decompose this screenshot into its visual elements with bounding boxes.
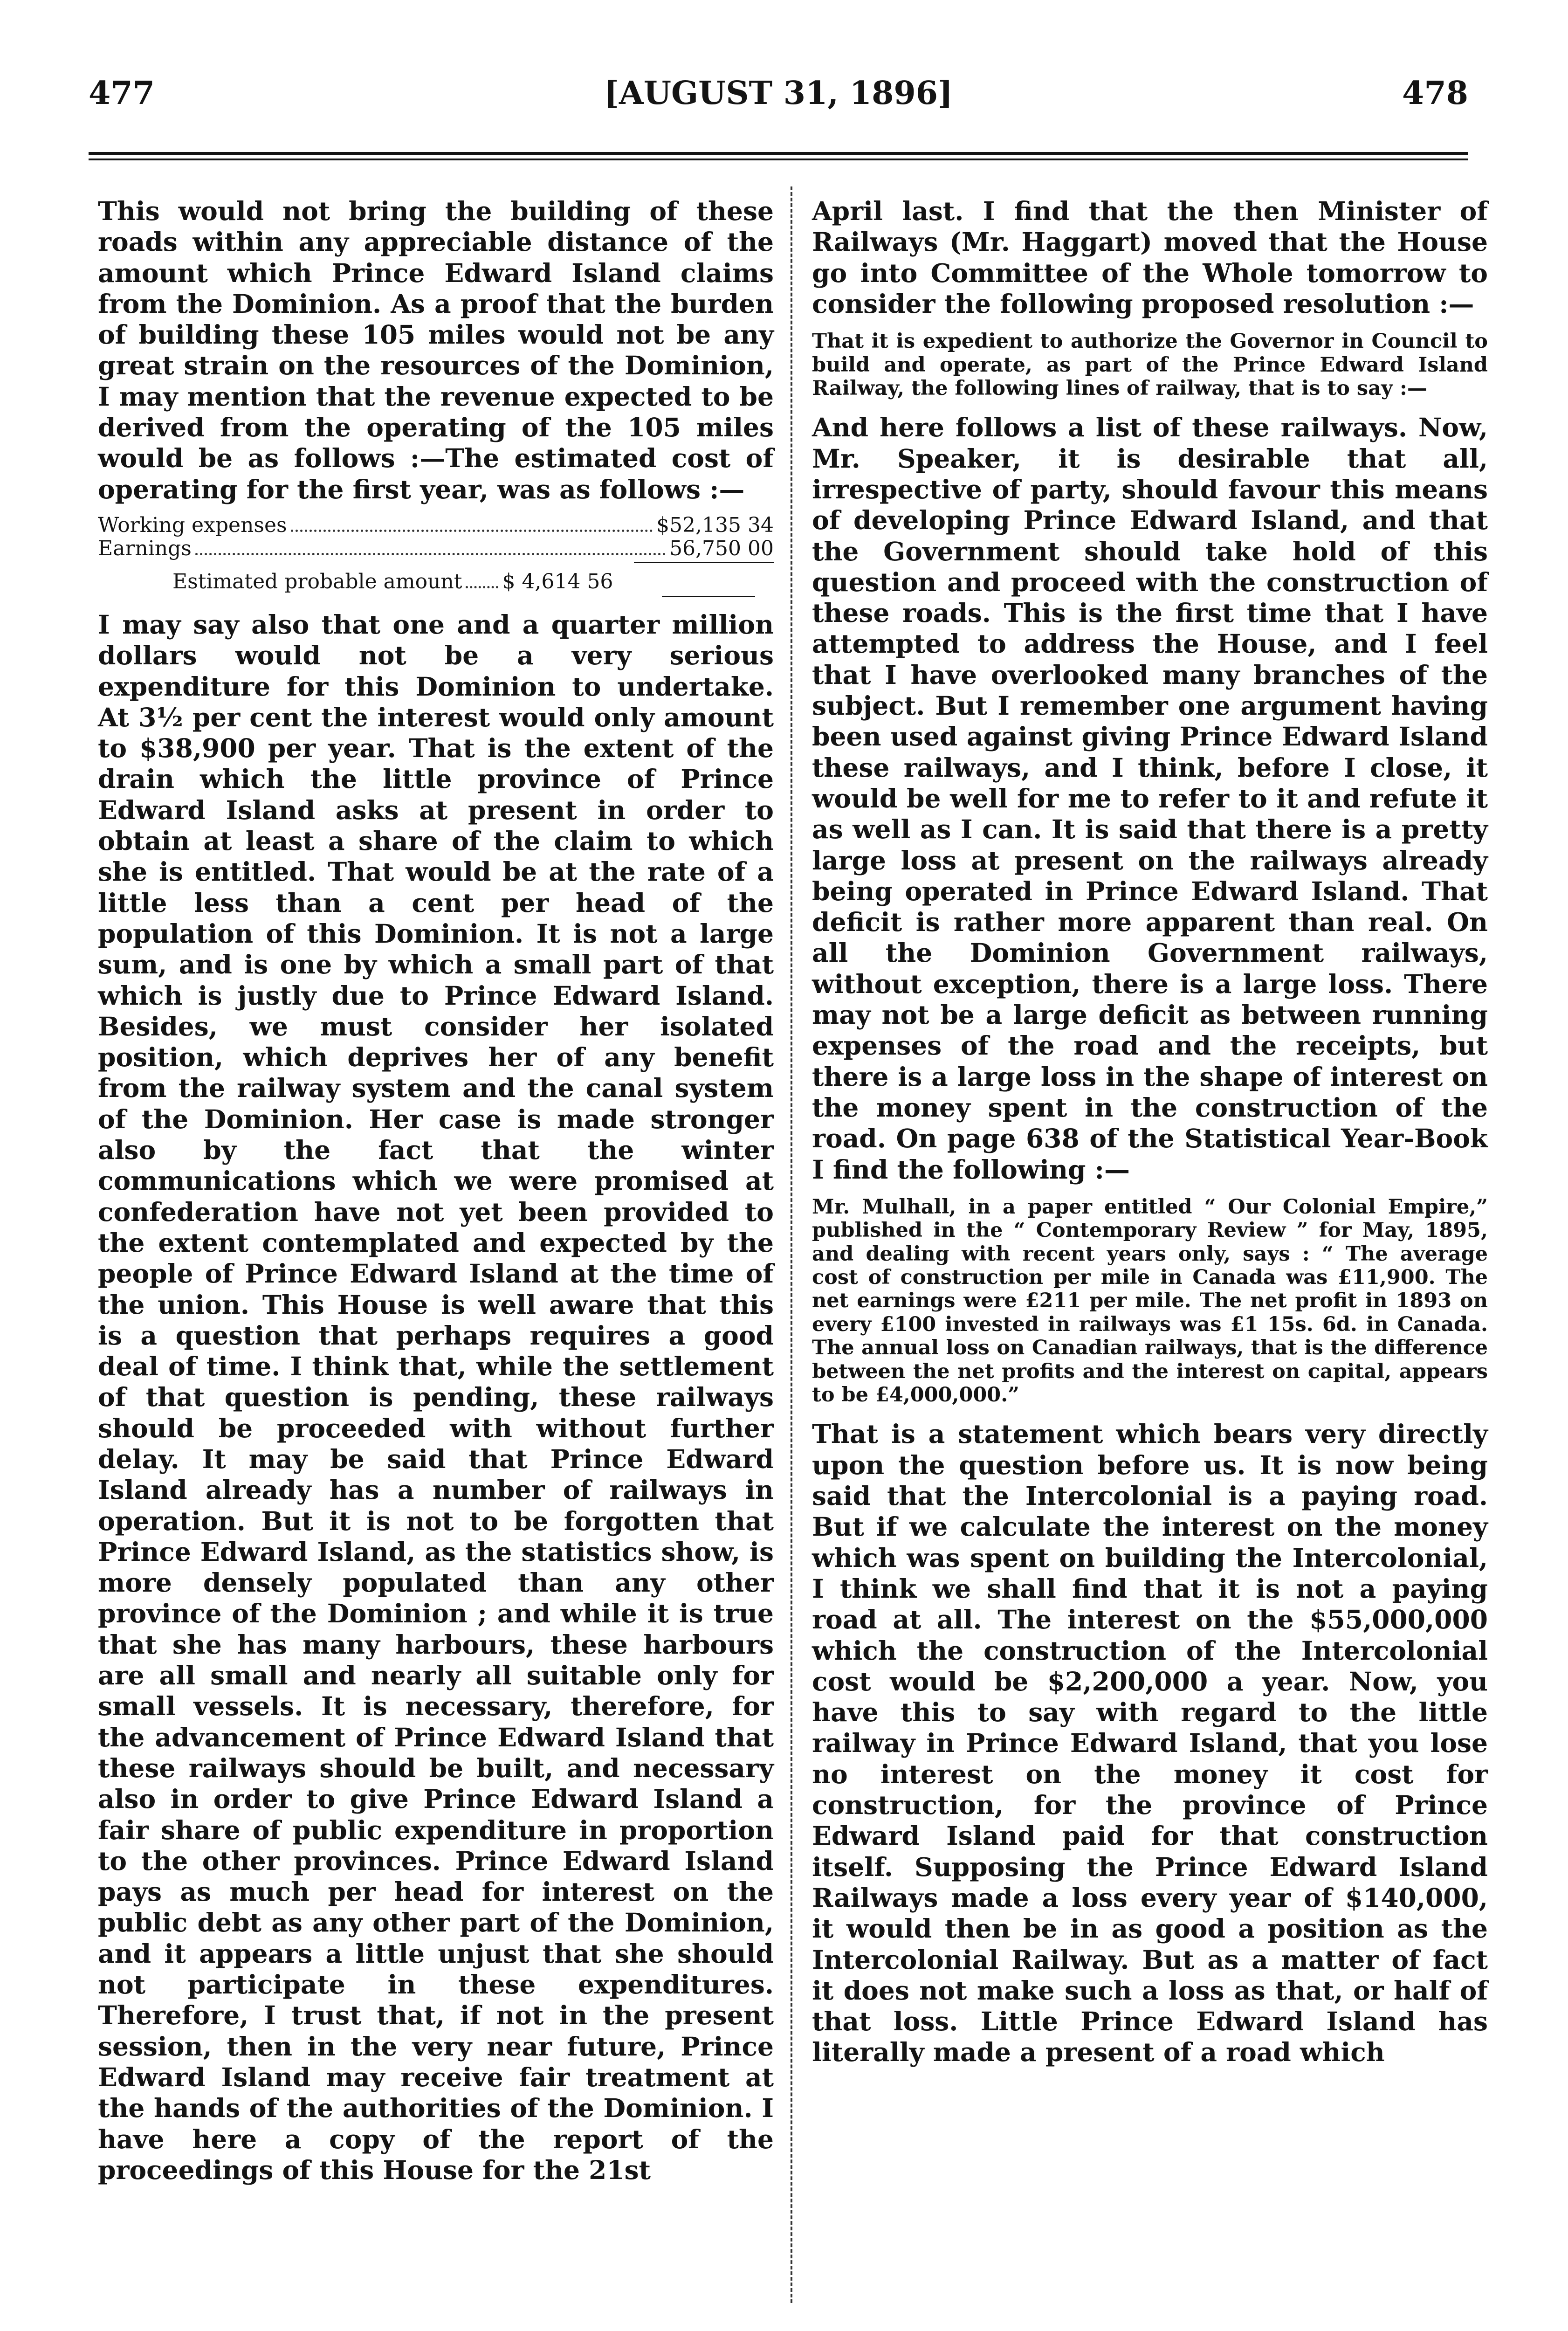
- header-date: [AUGUST 31, 1896]: [604, 75, 953, 112]
- right-paragraph-2: And here follows a list of these railways. Now, Mr. Speaker, it is desirable that all, irrespective of party, should favour this means of developing Prince Edward Island, and that the Government should take hold of this question and proceed with the construction of these roads. This is the first time that I have attempted to address the House, and I feel that I have overlooked many branches of the subject. But I remember one argument having been used against giving Prince Edward Island these railways, and I think, before I close, it would be well for me to refer to it and refute it as well as I can. It is said that there is a pretty large loss at present on the railways already being operated in Prince Edward Island. That deficit is rather more apparent than real. On all the Dominion Government railways, without exception, there is a large loss. There may not be a large deficit as between running expenses of the road and the receipts, but there is a large loss in the shape of interest on the money spent in the construction of the road. On page 638 of the Statistical Year-Book I find the following :—: [812, 412, 1488, 1185]
- row-amount: $52,135 34: [656, 513, 774, 537]
- total-rule: [662, 596, 755, 597]
- mulhall-quote: Mr. Mulhall, in a paper entitled “ Our Colonial Empire,” published in the “ Contemporary Review ” for May, 1895, and dealing with recent years only, says : “ The average cost of construction per mile in Canada was £11,900. The net earnings were £211 per mile. The net profit in 1893 on every £100 invested in railways was £1 15s. 6d. in Canada. The annual loss on Canadian railways, that is the difference between the net profits and the interest on capital, appears to be £4,000,000.”: [812, 1195, 1488, 1407]
- header-rule: [89, 152, 1468, 160]
- left-paragraph-2: I may say also that one and a quarter million dollars would not be a very serious expenditure for this Dominion to undertake. At 3½ per cent the interest would only amount to $38,900 per year. That is the extent of the drain which the little province of Prince Edward Island asks at present in order to obtain at least a share of the claim to which she is entitled. That would be at the rate of a little less than a cent per head of the population of this Dominion. It is not a large sum, and is one by which a small part of that which is justly due to Prince Edward Island. Besides, we must consider her isolated position, which deprives her of any benefit from the railway system and the canal system of the Dominion. Her case is made stronger also by the fact that the winter communications which we were promised at confederation have not yet been provided to the extent contemplated and expected by the people of Prince Edward Island at the time of the union. This House is well aware that this is a question that perhaps requires a good deal of time. I think that, while the settlement of that question is pending, these railways should be proceeded with without further delay. It may be said that Prince Edward Island already has a number of railways in operation. But it is not to be forgotten that Prince Edward Island, as the statistics show, is more densely populated than any other province of the Dominion ; and while it is true that she has many harbours, these harbours are all small and nearly all suitable only for small vessels. It is necessary, therefore, for the advancement of Prince Edward Island that these railways should be built, and necessary also in order to give Prince Edward Island a fair share of public expenditure in proportion to the other provinces. Prince Edward Island pays as much per head for interest on the public debt as any other part of the Dominion, and it appears a little unjust that she should not participate in these expenditures. Therefore, I trust that, if not in the present session, then in the very near future, Prince Edward Island may receive fair treatment at the hands of the authorities of the Dominion. I have here a copy of the report of the proceedings of this House for the 21st: [98, 609, 774, 2185]
- resolution-quote: That it is expedient to authorize the Governor in Council to build and operate, as part of the Prince Edward Island Railway, the following lines of railway, that is to say :—: [812, 330, 1488, 400]
- table-row: [98, 537, 774, 560]
- left-paragraph-1: This would not bring the building of these roads within any appreciable distance of the amount which Prince Edward Island claims from the Dominion. As a proof that the burden of building these 105 miles would not be any great strain on the resources of the Dominion, I may mention that the revenue expected to be derived from the operating of the 105 miles would be as follows :—The estimated cost of operating for the first year, was as follows :—: [98, 196, 774, 504]
- row-amount: 56,750 00: [669, 536, 774, 560]
- operating-cost-table: [98, 513, 774, 597]
- table-row: [98, 513, 774, 537]
- left-column: [98, 196, 774, 2186]
- leader-dots: [195, 553, 666, 555]
- page-number-right: 478: [1402, 75, 1468, 112]
- right-paragraph-3: That is a statement which bears very directly upon the question before us. It is now being said that the Intercolonial is a paying road. But if we calculate the interest on the money which was spent on building the Intercolonial, I think we shall find that it is not a paying road at all. The interest on the $55,000,000 which the construction of the Intercolonial cost would be $2,200,000 a year. Now, you have this to say with regard to the little railway in Prince Edward Island, that you lose no interest on the money it cost for construction, for the province of Prince Edward Island paid for that construction itself. Supposing the Prince Edward Island Railways made a loss every year of $140,000, it would then be in as good a position as the Intercolonial Railway. But as a matter of fact it does not make such a loss as that, or half of that loss. Little Prince Edward Island has literally made a present of a road which: [812, 1419, 1488, 2068]
- page-number-left: 477: [89, 75, 155, 112]
- total-label: Estimated probable amount: [172, 569, 462, 593]
- column-divider: [791, 186, 792, 2303]
- row-label: Working expenses: [98, 513, 287, 537]
- row-label: Earnings: [98, 536, 192, 560]
- sum-rule: [634, 562, 774, 563]
- page-header: [89, 75, 1468, 126]
- total-amount: $ 4,614 56: [502, 569, 613, 593]
- right-column: [812, 196, 1488, 2068]
- table-total-row: [98, 570, 774, 593]
- right-paragraph-1: April last. I find that the then Minister of Railways (Mr. Haggart) moved that the House go into Committee of the Whole tomorrow to consider the following proposed resolution :—: [812, 196, 1488, 319]
- leader-dots: [291, 530, 653, 532]
- leader-dots: [466, 586, 498, 588]
